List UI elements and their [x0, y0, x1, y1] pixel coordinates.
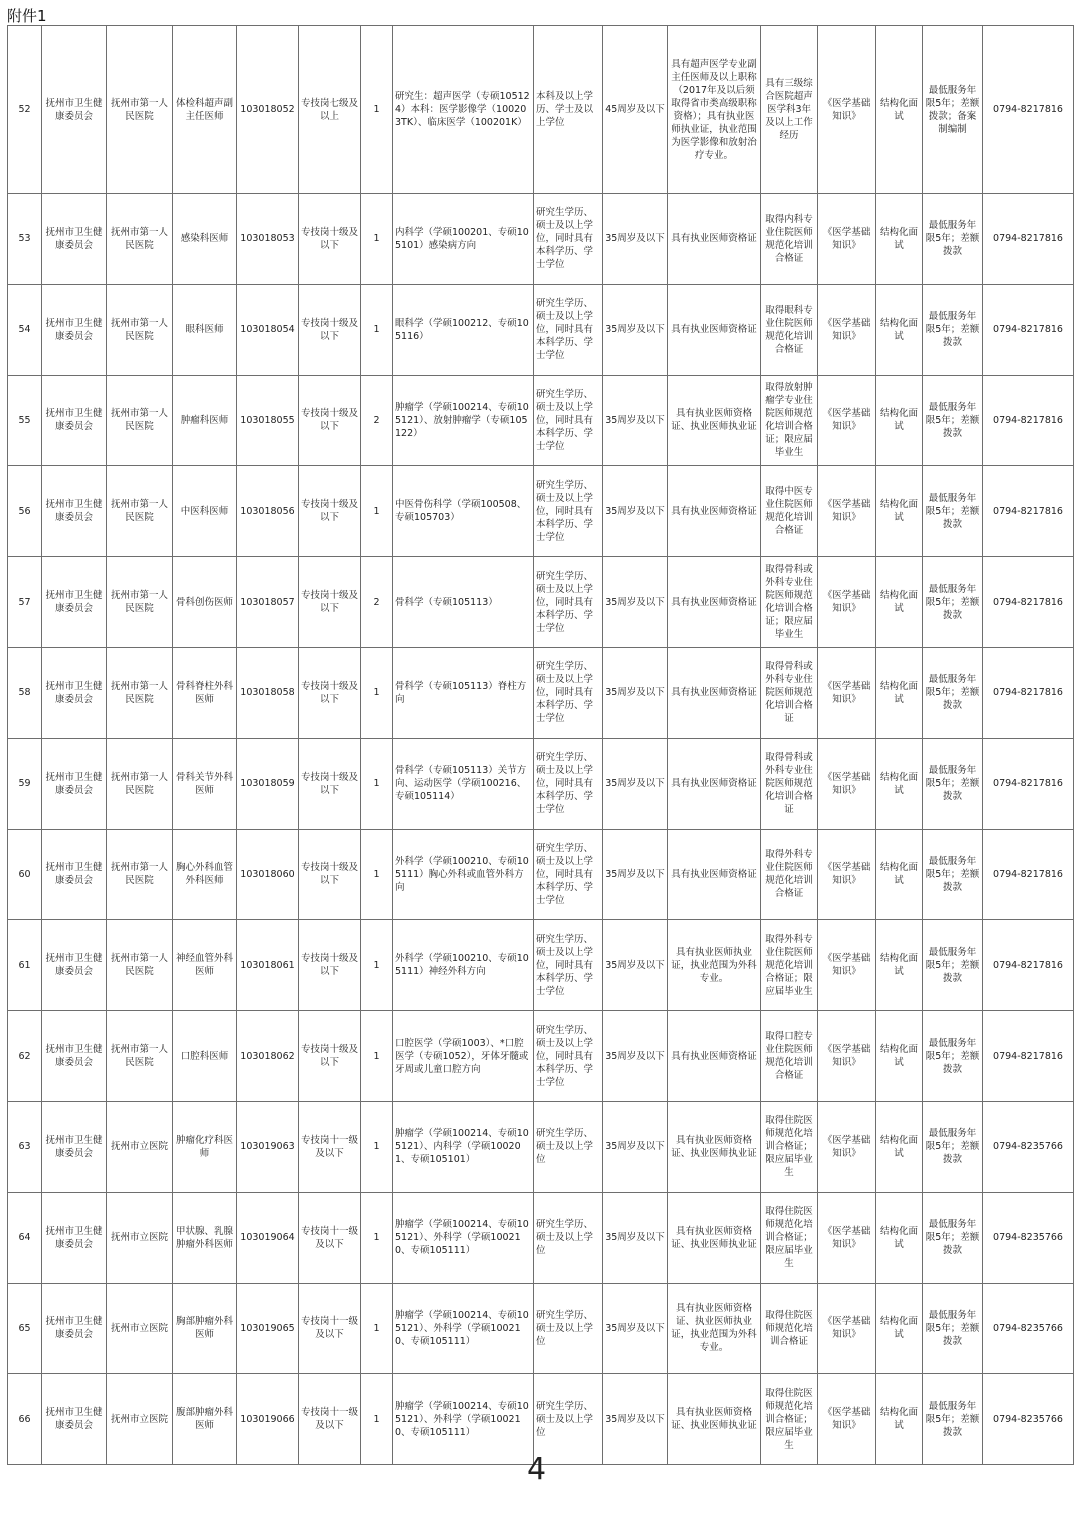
- count-cell: 1: [361, 284, 393, 375]
- major-cell: 肿瘤学（学硕100214、专硕105121）、放射肿瘤学（专硕105122）: [393, 375, 534, 466]
- interview-cell: 结构化面试: [876, 557, 923, 648]
- age-cell: 35周岁及以下: [603, 647, 668, 738]
- education-cell: 研究生学历、硕士及以上学位: [534, 1101, 603, 1192]
- qualification-cell: 具有执业医师资格证: [668, 284, 761, 375]
- table-row: [8, 557, 1074, 648]
- exam-cell: 《医学基础知识》: [818, 1192, 876, 1283]
- exam-cell: 《医学基础知识》: [818, 738, 876, 829]
- code-cell: 103018055: [237, 375, 299, 466]
- phone-cell: 0794-8217816: [983, 738, 1074, 829]
- authority-cell: 抚州市卫生健康委员会: [42, 829, 107, 920]
- seq-cell: 54: [8, 284, 42, 375]
- other-requirement-cell: 取得骨科或外科专业住院医师规范化培训合格证: [761, 647, 818, 738]
- level-cell: 专技岗十级及以下: [299, 466, 361, 557]
- authority-cell: 抚州市卫生健康委员会: [42, 1011, 107, 1102]
- phone-cell: 0794-8217816: [983, 1011, 1074, 1102]
- level-cell: 专技岗十一级及以下: [299, 1283, 361, 1374]
- major-cell: 外科学（学硕100210、专硕105111）胸心外科或血管外科方向: [393, 829, 534, 920]
- qualification-cell: 具有执业医师资格证、执业医师执业证: [668, 1192, 761, 1283]
- qualification-cell: 具有执业医师资格证: [668, 647, 761, 738]
- seq-cell: 60: [8, 829, 42, 920]
- education-cell: 研究生学历、硕士及以上学位，同时具有本科学历、学士学位: [534, 194, 603, 285]
- exam-cell: 《医学基础知识》: [818, 375, 876, 466]
- seq-cell: 65: [8, 1283, 42, 1374]
- qualification-cell: 具有执业医师资格证: [668, 557, 761, 648]
- authority-cell: 抚州市卫生健康委员会: [42, 466, 107, 557]
- level-cell: 专技岗十级及以下: [299, 920, 361, 1011]
- exam-cell: 《医学基础知识》: [818, 26, 876, 194]
- count-cell: 1: [361, 194, 393, 285]
- authority-cell: 抚州市卫生健康委员会: [42, 1101, 107, 1192]
- unit-cell: 抚州市第一人民医院: [107, 466, 173, 557]
- other-requirement-cell: 具有三级综合医院超声医学科3年及以上工作经历: [761, 26, 818, 194]
- position-cell: 胸心外科血管外科医师: [173, 829, 237, 920]
- level-cell: 专技岗十级及以下: [299, 557, 361, 648]
- interview-cell: 结构化面试: [876, 1011, 923, 1102]
- age-cell: 45周岁及以下: [603, 26, 668, 194]
- count-cell: 1: [361, 26, 393, 194]
- education-cell: 研究生学历、硕士及以上学位，同时具有本科学历、学士学位: [534, 557, 603, 648]
- table-row: [8, 1011, 1074, 1102]
- table-row: [8, 466, 1074, 557]
- unit-cell: 抚州市第一人民医院: [107, 26, 173, 194]
- unit-cell: 抚州市第一人民医院: [107, 284, 173, 375]
- phone-cell: 0794-8217816: [983, 466, 1074, 557]
- seq-cell: 63: [8, 1101, 42, 1192]
- education-cell: 研究生学历、硕士及以上学位，同时具有本科学历、学士学位: [534, 1011, 603, 1102]
- seq-cell: 62: [8, 1011, 42, 1102]
- age-cell: 35周岁及以下: [603, 1101, 668, 1192]
- table-row: [8, 647, 1074, 738]
- position-cell: 眼科医师: [173, 284, 237, 375]
- interview-cell: 结构化面试: [876, 1101, 923, 1192]
- qualification-cell: 具有执业医师资格证、执业医师执业证: [668, 1101, 761, 1192]
- phone-cell: 0794-8217816: [983, 26, 1074, 194]
- code-cell: 103018059: [237, 738, 299, 829]
- phone-cell: 0794-8217816: [983, 194, 1074, 285]
- education-cell: 研究生学历、硕士及以上学位，同时具有本科学历、学士学位: [534, 829, 603, 920]
- interview-cell: 结构化面试: [876, 194, 923, 285]
- code-cell: 103018053: [237, 194, 299, 285]
- qualification-cell: 具有执业医师资格证、执业医师执业证: [668, 375, 761, 466]
- education-cell: 研究生学历、硕士及以上学位，同时具有本科学历、学士学位: [534, 920, 603, 1011]
- qualification-cell: 具有超声医学专业副主任医师及以上职称（2017年及以后须取得省市类高级职称资格）；具有执业医师执业证，执业范围为医学影像和放射治疗专业。: [668, 26, 761, 194]
- phone-cell: 0794-8217816: [983, 375, 1074, 466]
- unit-cell: 抚州市第一人民医院: [107, 1011, 173, 1102]
- major-cell: 肿瘤学（学硕100214、专硕105121）、内科学（学硕100201、专硕105101）: [393, 1101, 534, 1192]
- major-cell: 外科学（学硕100210、专硕105111）神经外科方向: [393, 920, 534, 1011]
- phone-cell: 0794-8217816: [983, 829, 1074, 920]
- major-cell: 肿瘤学（学硕100214、专硕105121）、外科学（学硕100210、专硕105111）: [393, 1283, 534, 1374]
- other-requirement-cell: 取得外科专业住院医师规范化培训合格证: [761, 829, 818, 920]
- education-cell: 研究生学历、硕士及以上学位，同时具有本科学历、学士学位: [534, 375, 603, 466]
- position-cell: 中医科医师: [173, 466, 237, 557]
- remark-cell: 最低服务年限5年；差额拨款: [923, 194, 983, 285]
- seq-cell: 61: [8, 920, 42, 1011]
- age-cell: 35周岁及以下: [603, 1283, 668, 1374]
- education-cell: 研究生学历、硕士及以上学位: [534, 1192, 603, 1283]
- remark-cell: 最低服务年限5年；差额拨款: [923, 1011, 983, 1102]
- unit-cell: 抚州市第一人民医院: [107, 557, 173, 648]
- interview-cell: 结构化面试: [876, 466, 923, 557]
- authority-cell: 抚州市卫生健康委员会: [42, 920, 107, 1011]
- age-cell: 35周岁及以下: [603, 375, 668, 466]
- qualification-cell: 具有执业医师资格证、执业医师执业证: [668, 1374, 761, 1465]
- interview-cell: 结构化面试: [876, 738, 923, 829]
- count-cell: 1: [361, 647, 393, 738]
- education-cell: 本科及以上学历、学士及以上学位: [534, 26, 603, 194]
- authority-cell: 抚州市卫生健康委员会: [42, 1374, 107, 1465]
- qualification-cell: 具有执业医师执业证，执业范围为外科专业。: [668, 920, 761, 1011]
- authority-cell: 抚州市卫生健康委员会: [42, 284, 107, 375]
- seq-cell: 58: [8, 647, 42, 738]
- count-cell: 1: [361, 1374, 393, 1465]
- authority-cell: 抚州市卫生健康委员会: [42, 375, 107, 466]
- education-cell: 研究生学历、硕士及以上学位: [534, 1283, 603, 1374]
- phone-cell: 0794-8217816: [983, 920, 1074, 1011]
- unit-cell: 抚州市第一人民医院: [107, 194, 173, 285]
- remark-cell: 最低服务年限5年；差额拨款: [923, 920, 983, 1011]
- age-cell: 35周岁及以下: [603, 829, 668, 920]
- other-requirement-cell: 取得住院医师规范化培训合格证；限应届毕业生: [761, 1374, 818, 1465]
- phone-cell: 0794-8235766: [983, 1374, 1074, 1465]
- remark-cell: 最低服务年限5年；差额拨款: [923, 647, 983, 738]
- seq-cell: 53: [8, 194, 42, 285]
- code-cell: 103018062: [237, 1011, 299, 1102]
- level-cell: 专技岗十级及以下: [299, 829, 361, 920]
- interview-cell: 结构化面试: [876, 647, 923, 738]
- position-cell: 肿瘤化疗科医师: [173, 1101, 237, 1192]
- unit-cell: 抚州市第一人民医院: [107, 738, 173, 829]
- age-cell: 35周岁及以下: [603, 557, 668, 648]
- count-cell: 1: [361, 1283, 393, 1374]
- exam-cell: 《医学基础知识》: [818, 194, 876, 285]
- page-number: 4: [527, 1452, 547, 1487]
- other-requirement-cell: 取得口腔专业住院医师规范化培训合格证: [761, 1011, 818, 1102]
- exam-cell: 《医学基础知识》: [818, 557, 876, 648]
- major-cell: 骨科学（专硕105113）: [393, 557, 534, 648]
- exam-cell: 《医学基础知识》: [818, 1011, 876, 1102]
- education-cell: 研究生学历、硕士及以上学位，同时具有本科学历、学士学位: [534, 647, 603, 738]
- qualification-cell: 具有执业医师资格证: [668, 829, 761, 920]
- education-cell: 研究生学历、硕士及以上学位: [534, 1374, 603, 1465]
- phone-cell: 0794-8217816: [983, 284, 1074, 375]
- unit-cell: 抚州市立医院: [107, 1101, 173, 1192]
- phone-cell: 0794-8217816: [983, 557, 1074, 648]
- other-requirement-cell: 取得住院医师规范化培训合格证；限应届毕业生: [761, 1101, 818, 1192]
- other-requirement-cell: 取得骨科或外科专业住院医师规范化培训合格证: [761, 738, 818, 829]
- interview-cell: 结构化面试: [876, 1283, 923, 1374]
- position-cell: 骨科脊柱外科医师: [173, 647, 237, 738]
- qualification-cell: 具有执业医师资格证: [668, 194, 761, 285]
- code-cell: 103019065: [237, 1283, 299, 1374]
- position-cell: 甲状腺、乳腺肿瘤外科医师: [173, 1192, 237, 1283]
- interview-cell: 结构化面试: [876, 284, 923, 375]
- age-cell: 35周岁及以下: [603, 284, 668, 375]
- education-cell: 研究生学历、硕士及以上学位，同时具有本科学历、学士学位: [534, 738, 603, 829]
- major-cell: 肿瘤学（学硕100214、专硕105121）、外科学（学硕100210、专硕105111）: [393, 1374, 534, 1465]
- age-cell: 35周岁及以下: [603, 1374, 668, 1465]
- interview-cell: 结构化面试: [876, 26, 923, 194]
- remark-cell: 最低服务年限5年；差额拨款；备案制编制: [923, 26, 983, 194]
- exam-cell: 《医学基础知识》: [818, 466, 876, 557]
- remark-cell: 最低服务年限5年；差额拨款: [923, 1101, 983, 1192]
- other-requirement-cell: 取得内科专业住院医师规范化培训合格证: [761, 194, 818, 285]
- authority-cell: 抚州市卫生健康委员会: [42, 1192, 107, 1283]
- seq-cell: 55: [8, 375, 42, 466]
- other-requirement-cell: 取得放射肿瘤学专业住院医师规范化培训合格证；限应届毕业生: [761, 375, 818, 466]
- qualification-cell: 具有执业医师资格证、执业医师执业证，执业范围为外科专业。: [668, 1283, 761, 1374]
- code-cell: 103018058: [237, 647, 299, 738]
- remark-cell: 最低服务年限5年；差额拨款: [923, 375, 983, 466]
- unit-cell: 抚州市第一人民医院: [107, 647, 173, 738]
- unit-cell: 抚州市立医院: [107, 1192, 173, 1283]
- phone-cell: 0794-8217816: [983, 647, 1074, 738]
- seq-cell: 52: [8, 26, 42, 194]
- level-cell: 专技岗十一级及以下: [299, 1101, 361, 1192]
- phone-cell: 0794-8235766: [983, 1283, 1074, 1374]
- code-cell: 103019063: [237, 1101, 299, 1192]
- recruitment-table: [7, 25, 1074, 1465]
- table-row: [8, 284, 1074, 375]
- age-cell: 35周岁及以下: [603, 1192, 668, 1283]
- major-cell: 骨科学（专硕105113）关节方向、运动医学（学硕100216、专硕105114）: [393, 738, 534, 829]
- position-cell: 骨科创伤医师: [173, 557, 237, 648]
- authority-cell: 抚州市卫生健康委员会: [42, 194, 107, 285]
- authority-cell: 抚州市卫生健康委员会: [42, 26, 107, 194]
- seq-cell: 64: [8, 1192, 42, 1283]
- age-cell: 35周岁及以下: [603, 194, 668, 285]
- unit-cell: 抚州市立医院: [107, 1374, 173, 1465]
- table-row: [8, 194, 1074, 285]
- education-cell: 研究生学历、硕士及以上学位，同时具有本科学历、学士学位: [534, 284, 603, 375]
- age-cell: 35周岁及以下: [603, 1011, 668, 1102]
- interview-cell: 结构化面试: [876, 1192, 923, 1283]
- authority-cell: 抚州市卫生健康委员会: [42, 557, 107, 648]
- other-requirement-cell: 取得中医专业住院医师规范化培训合格证: [761, 466, 818, 557]
- unit-cell: 抚州市第一人民医院: [107, 375, 173, 466]
- exam-cell: 《医学基础知识》: [818, 647, 876, 738]
- remark-cell: 最低服务年限5年；差额拨款: [923, 1283, 983, 1374]
- count-cell: 1: [361, 466, 393, 557]
- seq-cell: 66: [8, 1374, 42, 1465]
- major-cell: 肿瘤学（学硕100214、专硕105121）、外科学（学硕100210、专硕105111）: [393, 1192, 534, 1283]
- qualification-cell: 具有执业医师资格证: [668, 466, 761, 557]
- table-row: [8, 1101, 1074, 1192]
- position-cell: 腹部肿瘤外科医师: [173, 1374, 237, 1465]
- level-cell: 专技岗十一级及以下: [299, 1374, 361, 1465]
- major-cell: 研究生：超声医学（专硕105124）本科：医学影像学（100203TK）、临床医学（100201K）: [393, 26, 534, 194]
- position-cell: 胸部肿瘤外科医师: [173, 1283, 237, 1374]
- other-requirement-cell: 取得骨科或外科专业住院医师规范化培训合格证；限应届毕业生: [761, 557, 818, 648]
- unit-cell: 抚州市立医院: [107, 1283, 173, 1374]
- authority-cell: 抚州市卫生健康委员会: [42, 647, 107, 738]
- code-cell: 103018061: [237, 920, 299, 1011]
- other-requirement-cell: 取得住院医师规范化培训合格证；限应届毕业生: [761, 1192, 818, 1283]
- authority-cell: 抚州市卫生健康委员会: [42, 1283, 107, 1374]
- code-cell: 103018052: [237, 26, 299, 194]
- count-cell: 1: [361, 920, 393, 1011]
- count-cell: 1: [361, 738, 393, 829]
- count-cell: 1: [361, 829, 393, 920]
- position-cell: 感染科医师: [173, 194, 237, 285]
- level-cell: 专技岗十级及以下: [299, 284, 361, 375]
- count-cell: 1: [361, 1101, 393, 1192]
- qualification-cell: 具有执业医师资格证: [668, 1011, 761, 1102]
- code-cell: 103018060: [237, 829, 299, 920]
- level-cell: 专技岗十级及以下: [299, 194, 361, 285]
- phone-cell: 0794-8235766: [983, 1101, 1074, 1192]
- unit-cell: 抚州市第一人民医院: [107, 920, 173, 1011]
- remark-cell: 最低服务年限5年；差额拨款: [923, 557, 983, 648]
- table-row: [8, 920, 1074, 1011]
- authority-cell: 抚州市卫生健康委员会: [42, 738, 107, 829]
- age-cell: 35周岁及以下: [603, 738, 668, 829]
- seq-cell: 56: [8, 466, 42, 557]
- major-cell: 内科学（学硕100201、专硕105101）感染病方向: [393, 194, 534, 285]
- level-cell: 专技岗十级及以下: [299, 375, 361, 466]
- major-cell: 中医骨伤科学（学硕100508、专硕105703）: [393, 466, 534, 557]
- remark-cell: 最低服务年限5年；差额拨款: [923, 1192, 983, 1283]
- remark-cell: 最低服务年限5年；差额拨款: [923, 738, 983, 829]
- count-cell: 2: [361, 375, 393, 466]
- interview-cell: 结构化面试: [876, 375, 923, 466]
- table-row: [8, 26, 1074, 194]
- age-cell: 35周岁及以下: [603, 920, 668, 1011]
- remark-cell: 最低服务年限5年；差额拨款: [923, 1374, 983, 1465]
- attachment-label: 附件1: [7, 7, 47, 25]
- exam-cell: 《医学基础知识》: [818, 920, 876, 1011]
- other-requirement-cell: 取得眼科专业住院医师规范化培训合格证: [761, 284, 818, 375]
- seq-cell: 57: [8, 557, 42, 648]
- table-row: [8, 738, 1074, 829]
- table-row: [8, 375, 1074, 466]
- age-cell: 35周岁及以下: [603, 466, 668, 557]
- remark-cell: 最低服务年限5年；差额拨款: [923, 466, 983, 557]
- exam-cell: 《医学基础知识》: [818, 1374, 876, 1465]
- position-cell: 骨科关节外科医师: [173, 738, 237, 829]
- level-cell: 专技岗七级及以上: [299, 26, 361, 194]
- level-cell: 专技岗十级及以下: [299, 647, 361, 738]
- exam-cell: 《医学基础知识》: [818, 829, 876, 920]
- count-cell: 2: [361, 557, 393, 648]
- major-cell: 眼科学（学硕100212、专硕105116）: [393, 284, 534, 375]
- count-cell: 1: [361, 1192, 393, 1283]
- exam-cell: 《医学基础知识》: [818, 1101, 876, 1192]
- code-cell: 103018056: [237, 466, 299, 557]
- level-cell: 专技岗十一级及以下: [299, 1192, 361, 1283]
- count-cell: 1: [361, 1011, 393, 1102]
- major-cell: 骨科学（专硕105113）脊柱方向: [393, 647, 534, 738]
- position-cell: 口腔科医师: [173, 1011, 237, 1102]
- remark-cell: 最低服务年限5年；差额拨款: [923, 284, 983, 375]
- interview-cell: 结构化面试: [876, 1374, 923, 1465]
- phone-cell: 0794-8235766: [983, 1192, 1074, 1283]
- other-requirement-cell: 取得住院医师规范化培训合格证: [761, 1283, 818, 1374]
- interview-cell: 结构化面试: [876, 829, 923, 920]
- level-cell: 专技岗十级及以下: [299, 1011, 361, 1102]
- table-row: [8, 1283, 1074, 1374]
- other-requirement-cell: 取得外科专业住院医师规范化培训合格证；限应届毕业生: [761, 920, 818, 1011]
- exam-cell: 《医学基础知识》: [818, 1283, 876, 1374]
- unit-cell: 抚州市第一人民医院: [107, 829, 173, 920]
- table-row: [8, 1192, 1074, 1283]
- exam-cell: 《医学基础知识》: [818, 284, 876, 375]
- education-cell: 研究生学历、硕士及以上学位，同时具有本科学历、学士学位: [534, 466, 603, 557]
- table-row: [8, 829, 1074, 920]
- position-cell: 肿瘤科医师: [173, 375, 237, 466]
- position-cell: 体检科超声副主任医师: [173, 26, 237, 194]
- remark-cell: 最低服务年限5年；差额拨款: [923, 829, 983, 920]
- code-cell: 103019064: [237, 1192, 299, 1283]
- position-cell: 神经血管外科医师: [173, 920, 237, 1011]
- code-cell: 103019066: [237, 1374, 299, 1465]
- code-cell: 103018054: [237, 284, 299, 375]
- qualification-cell: 具有执业医师资格证: [668, 738, 761, 829]
- major-cell: 口腔医学（学硕1003）、*口腔医学（专硕1052），牙体牙髓或牙周或儿童口腔方向: [393, 1011, 534, 1102]
- interview-cell: 结构化面试: [876, 920, 923, 1011]
- level-cell: 专技岗十级及以下: [299, 738, 361, 829]
- seq-cell: 59: [8, 738, 42, 829]
- code-cell: 103018057: [237, 557, 299, 648]
